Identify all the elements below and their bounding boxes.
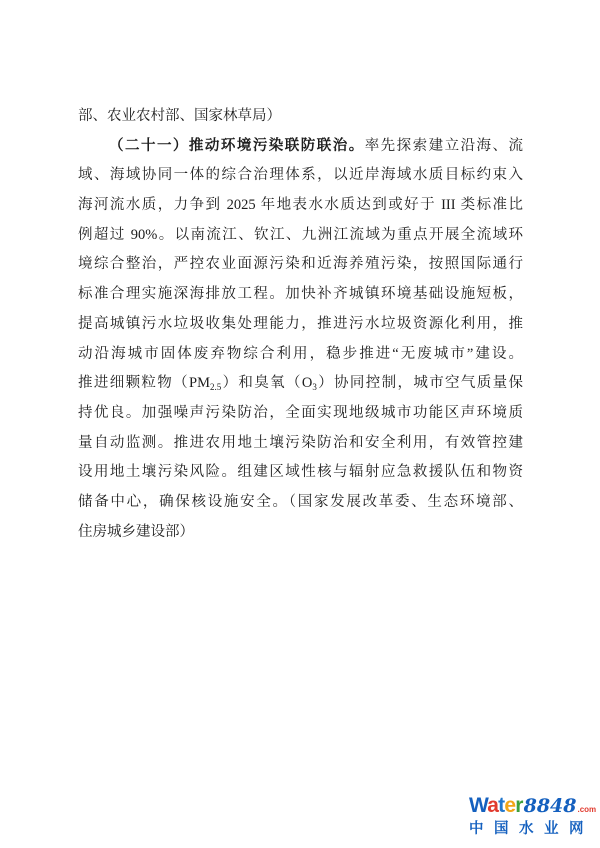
doc-text: 持优良。加强噪声污染防治，全面实现地级城市功能区声环境质 bbox=[78, 404, 523, 421]
doc-line-13 bbox=[78, 458, 523, 488]
doc-line-12 bbox=[78, 429, 523, 459]
doc-text: 量自动监测。推进农用地土壤污染防治和安全利用，有效管控建 bbox=[78, 434, 523, 451]
logo-letter-e: e bbox=[504, 794, 516, 817]
doc-line-09 bbox=[78, 340, 523, 370]
doc-text: 动沿海城市固体废弃物综合利用，稳步推进“无废城市”建设。 bbox=[78, 345, 523, 362]
section-heading: （二十一）推动环境污染联防联治。 bbox=[109, 137, 365, 154]
o3-subscript: 3 bbox=[312, 382, 317, 393]
doc-text: 海河流水质，力争到 2025 年地表水水质达到或好于 III 类标准比 bbox=[78, 197, 523, 214]
logo-letter-w: W bbox=[469, 794, 488, 817]
doc-line-04 bbox=[78, 191, 523, 221]
logo-letter-a: a bbox=[487, 794, 499, 817]
doc-line-07 bbox=[78, 280, 523, 310]
doc-text: ）协同控制，城市空气质量保 bbox=[316, 375, 523, 392]
doc-text: 部、农业农村部、国家林草局） bbox=[78, 108, 281, 124]
logo-letter-t: t bbox=[498, 794, 505, 817]
logo-number-8848: 8848 bbox=[523, 795, 577, 817]
logo-subtitle: 中国水业网 bbox=[469, 821, 594, 837]
doc-line-14 bbox=[78, 488, 523, 518]
doc-line-06 bbox=[78, 250, 523, 280]
doc-text: ）和臭氧（O bbox=[221, 375, 313, 392]
doc-line-08 bbox=[78, 310, 523, 340]
doc-line-02 bbox=[78, 132, 523, 162]
doc-text: 提高城镇污水垃圾收集处理能力，推进污水垃圾资源化利用，推 bbox=[78, 315, 523, 332]
doc-text: 例超过 90%。以南流江、钦江、九洲江流域为重点开展全流域环 bbox=[78, 226, 523, 243]
doc-line-10 bbox=[78, 369, 523, 399]
logo-wordmark bbox=[469, 794, 597, 819]
doc-line-03 bbox=[78, 161, 523, 191]
doc-text: 住房城乡建设部） bbox=[78, 523, 194, 540]
logo-tld-com: .com bbox=[577, 805, 597, 814]
doc-text: 推进细颗粒物（PM bbox=[78, 375, 210, 392]
doc-text: 储备中心，确保核设施安全。（国家发展改革委、生态环境部、 bbox=[78, 493, 523, 510]
doc-line-15 bbox=[78, 518, 523, 548]
doc-text: 率先探索建立沿海、流 bbox=[364, 137, 523, 154]
doc-line-01 bbox=[78, 102, 523, 132]
doc-line-11 bbox=[78, 399, 523, 429]
doc-text: 设用地土壤污染风险。组建区域性核与辐射应急救援队伍和物资 bbox=[78, 464, 523, 481]
logo-word-water bbox=[469, 794, 523, 818]
doc-text: 境综合整治，严控农业面源污染和近海养殖污染，按照国际通行 bbox=[78, 256, 523, 273]
pm25-subscript: 2.5 bbox=[209, 382, 222, 393]
doc-text: 域、海域协同一体的综合治理体系，以近岸海域水质目标约束入 bbox=[78, 167, 523, 184]
doc-text: 标准合理实施深海排放工程。加快补齐城镇环境基础设施短板， bbox=[78, 286, 523, 303]
text-block bbox=[78, 102, 523, 547]
water8848-logo bbox=[469, 794, 597, 840]
logo-letter-r: r bbox=[515, 794, 523, 817]
doc-line-05 bbox=[78, 221, 523, 251]
